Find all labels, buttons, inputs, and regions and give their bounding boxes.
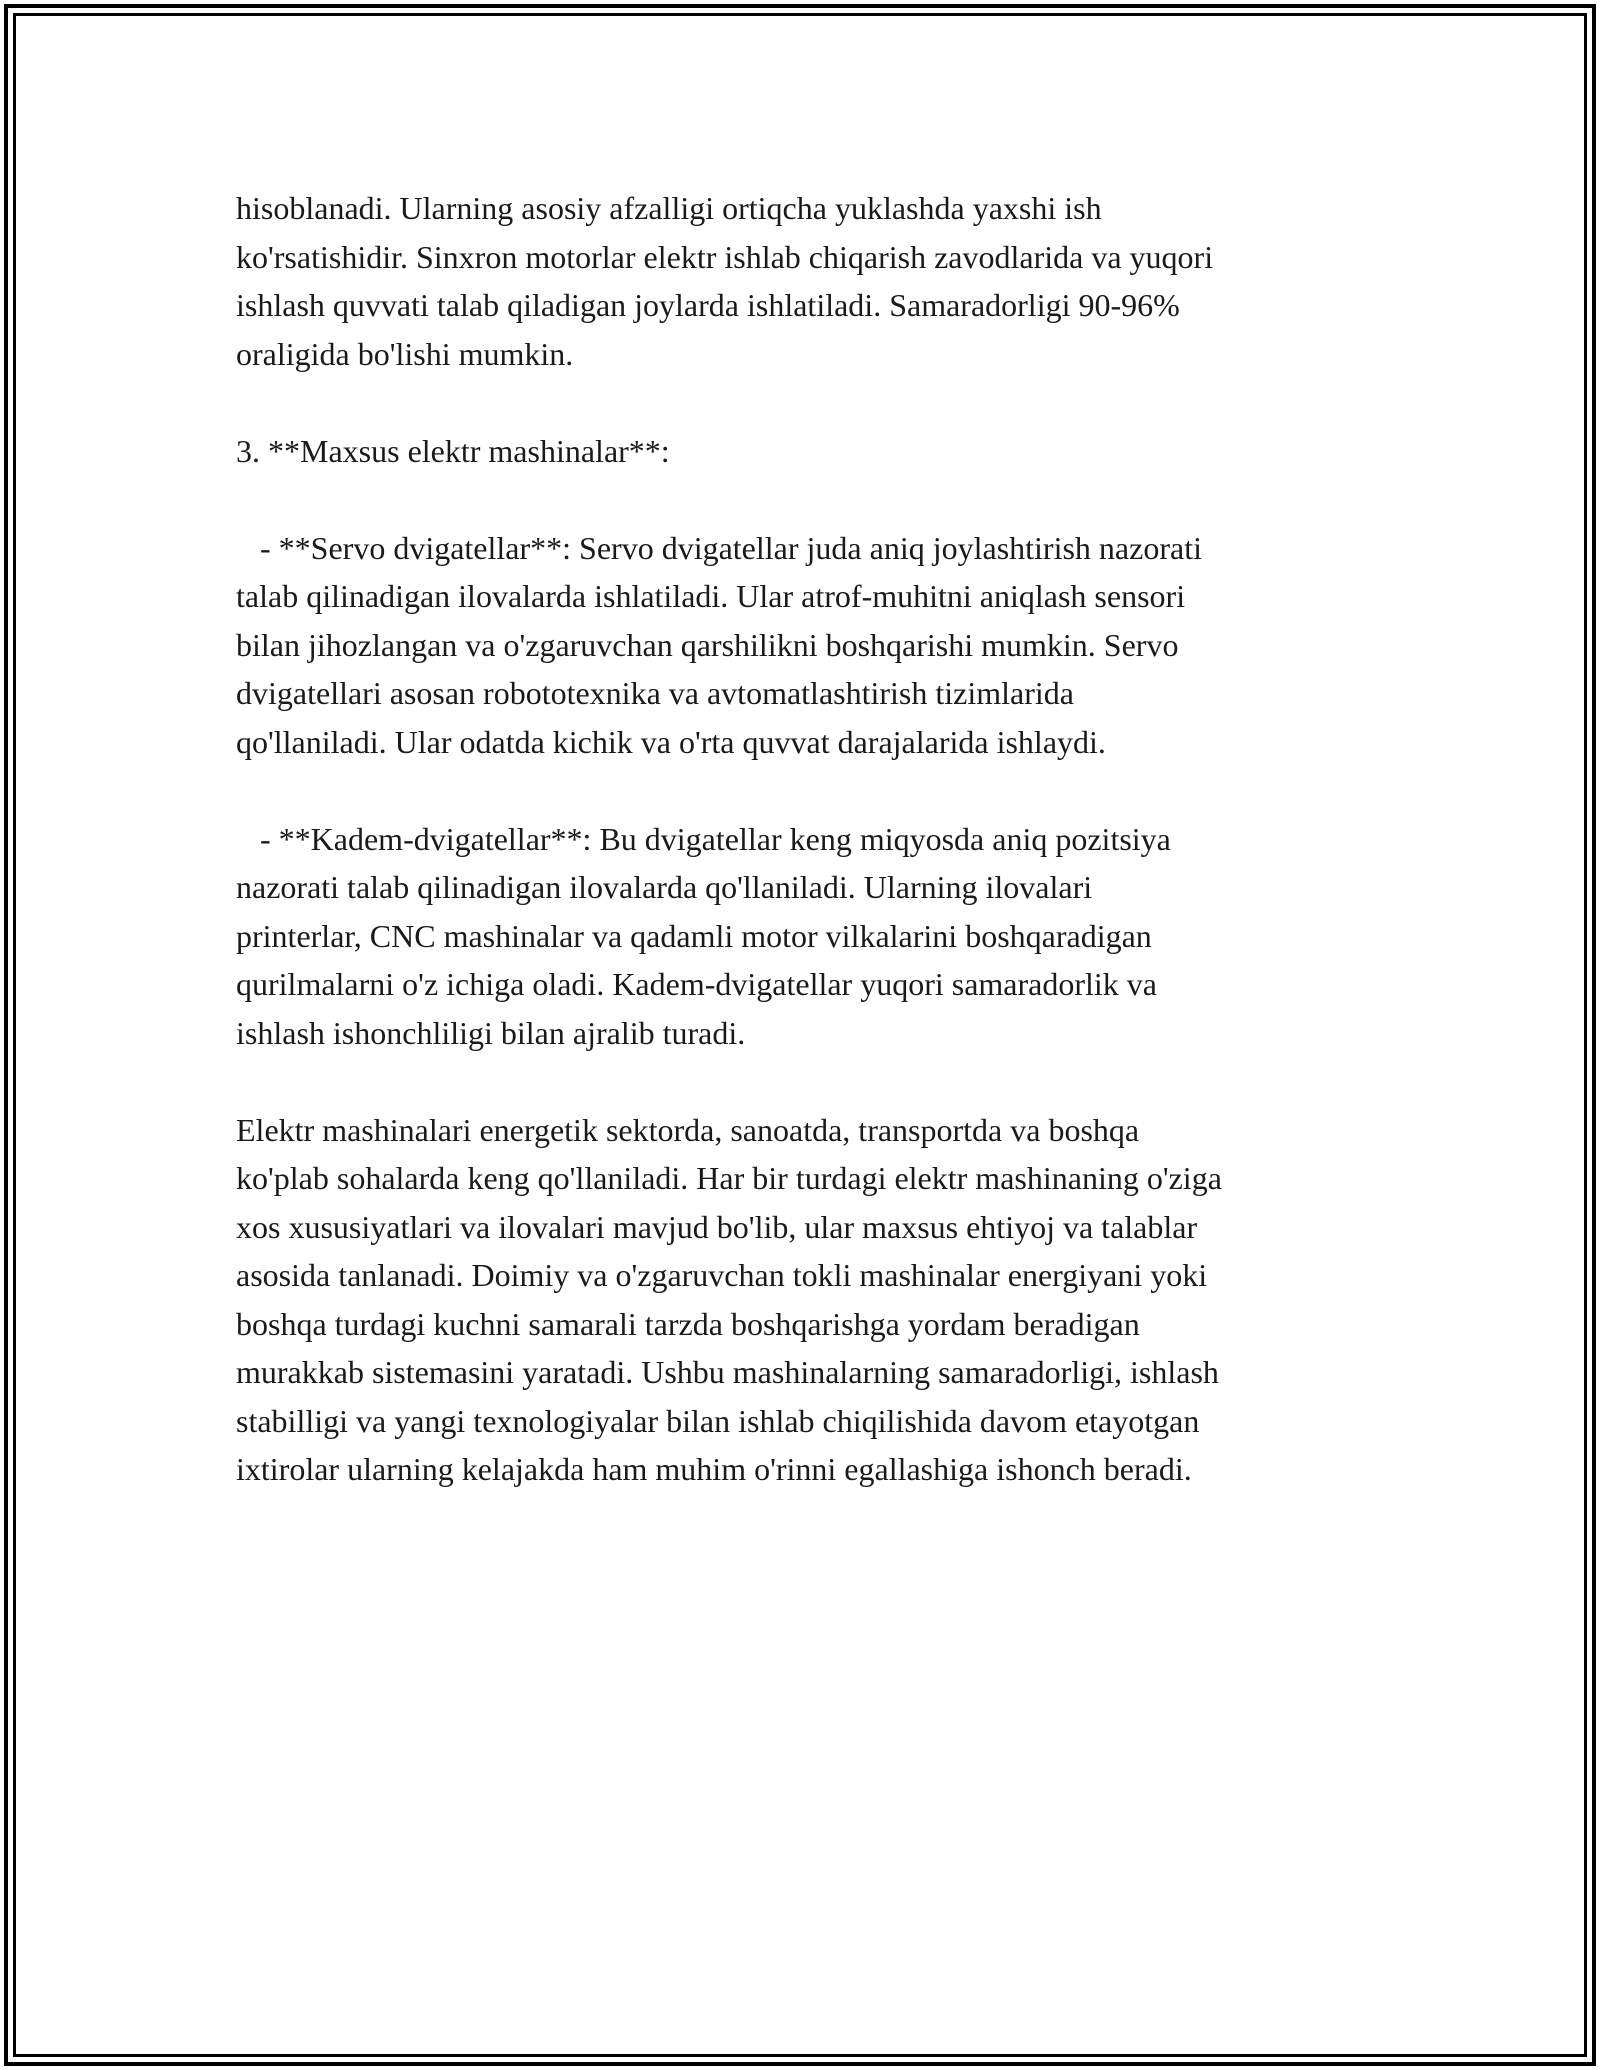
paragraph-spacer: [236, 1057, 1386, 1106]
document-body: [236, 184, 1386, 1494]
list-item-servo-motors: - **Servo dvigatellar**: Servo dvigatellar juda aniq joylashtirish nazorati talab qilinadigan ilovalarda ishlatiladi. Ular atrof-muhitni aniqlash sensori bilan jihozlangan va o'zgaruvchan qarshilikni boshqarishi mumkin. Servo dvigatellari asosan robototexnika va avtomatlashtirish tizimlarida qo'llaniladi. Ular odatda kichik va o'rta quvvat darajalarida ishlaydi.: [236, 529, 1202, 760]
section-heading-special-machines: 3. **Maxsus elektr mashinalar**:: [236, 432, 670, 469]
paragraph-spacer: [236, 378, 1386, 427]
paragraph-spacer: [236, 766, 1386, 815]
paragraph-synchronous-motors: hisoblanadi. Ularning asosiy afzalligi ortiqcha yuklashda yaxshi ish ko'rsatishidir. Sinxron motorlar elektr ishlab chiqarish zavodlarida va yuqori ishlash quvvati talab qiladigan joylarda ishlatiladi. Samaradorligi 90-96% oraligida bo'lishi mumkin.: [236, 190, 1214, 372]
paragraph-spacer: [236, 475, 1386, 524]
paragraph-conclusion: Elektr mashinalari energetik sektorda, sanoatda, transportda va boshqa ko'plab sohalarda keng qo'llaniladi. Har bir turdagi elektr mashinaning o'ziga xos xususiyatlari va ilovalari mavjud bo'lib, ular maxsus ehtiyoj va talablar asosida tanlanadi. Doimiy va o'zgaruvchan tokli mashinalar energiyani yoki boshqa turdagi kuchni samarali tarzda boshqarishga yordam beradigan murakkab sistemasini yaratadi. Ushbu mashinalarning samaradorligi, ishlash stabilligi va yangi texnologiyalar bilan ishlab chiqilishida davom etayotgan ixtirolar ularning kelajakda ham muhim o'rinni egallashiga ishonch beradi.: [236, 1111, 1222, 1487]
list-item-stepper-motors: - **Kadem-dvigatellar**: Bu dvigatellar keng miqyosda aniq pozitsiya nazorati talab qilinadigan ilovalarda qo'llaniladi. Ularning ilovalari printerlar, CNC mashinalar va qadamli motor vilkalarini boshqaradigan qurilmalarni o'z ichiga oladi. Kadem-dvigatellar yuqori samaradorlik va ishlash ishonchliligi bilan ajralib turadi.: [236, 820, 1171, 1051]
